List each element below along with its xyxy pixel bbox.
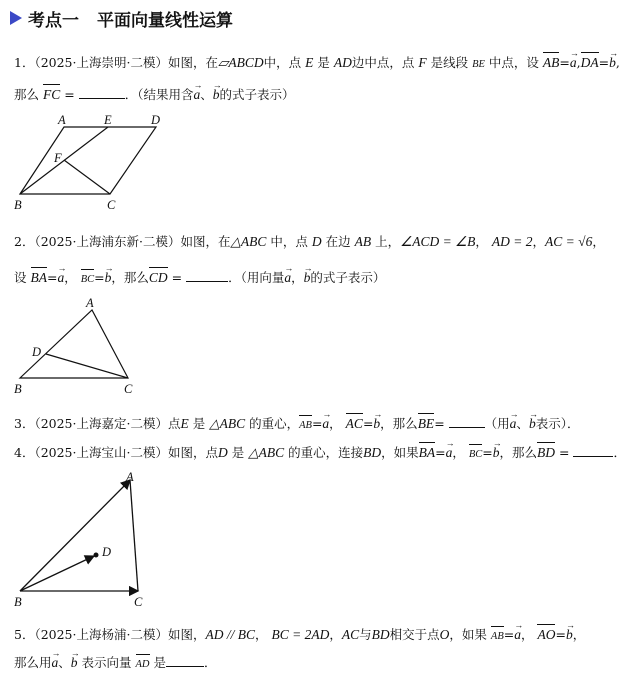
- section-header: [10, 6, 233, 30]
- answer-blank[interactable]: [449, 415, 485, 428]
- answer-blank[interactable]: [186, 269, 228, 282]
- label-d: D: [32, 345, 42, 359]
- vector-bd: [20, 556, 94, 591]
- q4-line: 4．（2025·上海宝山·二模）如图，点D 是 △ABC 的重心，连接BD，如果BA=→ a， BC=→ b，那么BD = ．: [14, 440, 626, 465]
- q1-line-1: 1．（2025·上海崇明·二模）如图，在▱ABCD中，点 E 是 AD边中点，点 F 是线段 BE 中点，设 AB=→ a,DA=→ b,: [14, 50, 620, 75]
- label-b: B: [14, 595, 22, 609]
- label-a: A: [126, 470, 134, 484]
- label-b: B: [14, 198, 22, 212]
- triangle-bullet-icon: [10, 11, 22, 25]
- q1-line-2: 那么 FC = ．（结果用含→ a、→ b的式子表示）: [14, 82, 295, 105]
- label-c: C: [134, 595, 143, 609]
- label-c: C: [124, 382, 133, 396]
- segment-cd: [46, 354, 128, 378]
- vector-ba: [20, 480, 130, 591]
- q5-line-1: 5．（2025·上海杨浦·二模）如图，AD // BC， BC = 2AD，AC与BD相交于点O，如果 AB=→ a， AO=→ b，: [14, 622, 585, 647]
- q1-parallelogram-figure: [10, 112, 170, 214]
- label-d: D: [151, 113, 161, 127]
- q5-line-2: 那么用→ a、→ b 表示向量 AD 是 ．: [14, 652, 217, 675]
- q2-line-2: 设 BA=→ a， BC=→ b，那么CD = ．（用向量→ a，→ b的式子表示）: [14, 265, 385, 290]
- label-b: B: [14, 382, 22, 396]
- q3-line: 3．（2025·上海嘉定·二模）点E 是 △ABC 的重心，AB=→ a， AC=→ b，那么BE= （用→ a、→ b表示）．: [14, 411, 579, 436]
- q2-triangle-figure: [10, 296, 150, 398]
- parallelogram-abcd: [20, 127, 156, 194]
- triangle-abc: [20, 310, 128, 378]
- answer-blank[interactable]: [166, 654, 204, 667]
- point-d: [94, 553, 99, 558]
- answer-blank[interactable]: [79, 86, 125, 99]
- section-number: 考点一: [28, 10, 79, 31]
- answer-blank[interactable]: [573, 444, 613, 457]
- label-a: A: [86, 296, 94, 310]
- segment-fc: [64, 160, 110, 194]
- label-f: F: [54, 151, 62, 165]
- label-a: A: [58, 113, 66, 127]
- label-d: D: [102, 545, 112, 559]
- label-e: E: [104, 113, 112, 127]
- segment-ac: [130, 480, 138, 591]
- q4-triangle-figure: [10, 468, 160, 610]
- q2-line-1: 2．（2025·上海浦东新·二模）如图，在△ABC 中，点 D 在边 AB 上，∠ACD = ∠B， AD = 2，AC = √6，: [14, 234, 605, 249]
- section-title: 平面向量线性运算: [97, 10, 233, 31]
- label-c: C: [107, 198, 116, 212]
